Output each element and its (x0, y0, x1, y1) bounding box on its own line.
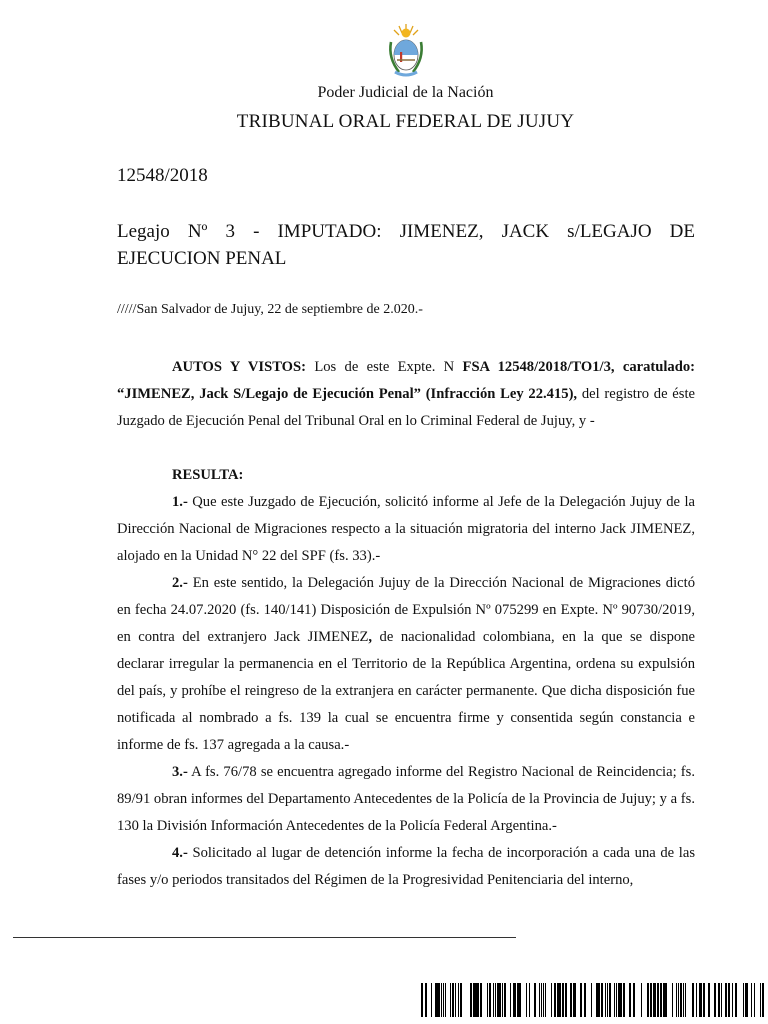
footer-rule (13, 937, 516, 938)
tribunal-name: TRIBUNAL ORAL FEDERAL DE JUJUY (236, 111, 575, 132)
document-body (117, 354, 695, 894)
item-number: 4.- (172, 845, 188, 861)
list-item (117, 489, 695, 570)
list-item (117, 759, 695, 840)
autos-text-1: Los de este Expte. N (306, 359, 463, 375)
coat-of-arms-icon (385, 22, 427, 80)
case-title-line2: EJECUCION PENAL (117, 248, 287, 269)
autos-label: AUTOS Y VISTOS: (172, 359, 306, 375)
date-line: /////San Salvador de Jujuy, 22 de septiembre de 2.020.- (117, 302, 423, 317)
court-name: Poder Judicial de la Nación (317, 84, 494, 101)
barcode-icon (419, 983, 764, 1017)
list-item (117, 840, 695, 894)
list-item (117, 570, 695, 759)
item-comma: , (368, 629, 373, 645)
item-text: de nacionalidad colombiana, en la que se dispone declarar irregular la permanencia en el Territorio de la República Argentina, ordena su expulsión del país, y prohíbe el reingreso de la extranjera en carácter permanente. Que dicha disposición fue notificada al nombrado a fs. 139 la cual se encuentra firme y consentida según constancia e informe de fs. 137 agregada a la causa.- (117, 629, 695, 753)
autos-text-2: del registro de éste Juzgado de Ejecución Penal del Tribunal Oral en lo Criminal Federal de Jujuy, y - (117, 386, 695, 429)
resulta-heading: RESULTA: (172, 467, 244, 483)
item-text: En este sentido, la Delegación Jujuy de la Dirección Nacional de Migraciones dictó en fecha 24.07.2020 (fs. 140/141) Disposición de Expulsión Nº 075299 en Expte. Nº 90730/2019, en contra del extranjero Jack JIMENEZ (117, 575, 695, 645)
autos-paragraph (117, 354, 695, 435)
case-title (117, 218, 695, 272)
item-text: Que este Juzgado de Ejecución, solicitó informe al Jefe de la Delegación Jujuy de la Dirección Nacional de Migraciones respecto a la situación migratoria del interno Jack JIMENEZ, alojado en la Unidad N° 22 del SPF (fs. 33).- (117, 494, 695, 564)
item-number: 1.- (172, 494, 188, 510)
item-text: A fs. 76/78 se encuentra agregado informe del Registro Nacional de Reincidencia; fs. 89/91 obran informes del Departamento Antecedentes de la Policía de la Provincia de Jujuy; y a fs. 130 la División Información Antecedentes de la Policía Federal Argentina.- (117, 764, 695, 834)
item-number: 2.- (172, 575, 188, 591)
item-text: Solicitado al lugar de detención informe la fecha de incorporación a cada una de las fases y/o periodos transitados del Régimen de la Progresividad Penitenciaria del interno, (117, 845, 695, 888)
item-number: 3.- (172, 764, 188, 780)
case-number: 12548/2018 (117, 165, 208, 186)
autos-expte: FSA 12548/2018/TO1/3, caratulado: “JIMENEZ, Jack S/Legajo de Ejecución Penal” (Infracción Ley 22.415), (117, 359, 695, 402)
case-title-line1: Legajo Nº 3 - IMPUTADO: JIMENEZ, JACK s/LEGAJO DE (117, 221, 695, 242)
